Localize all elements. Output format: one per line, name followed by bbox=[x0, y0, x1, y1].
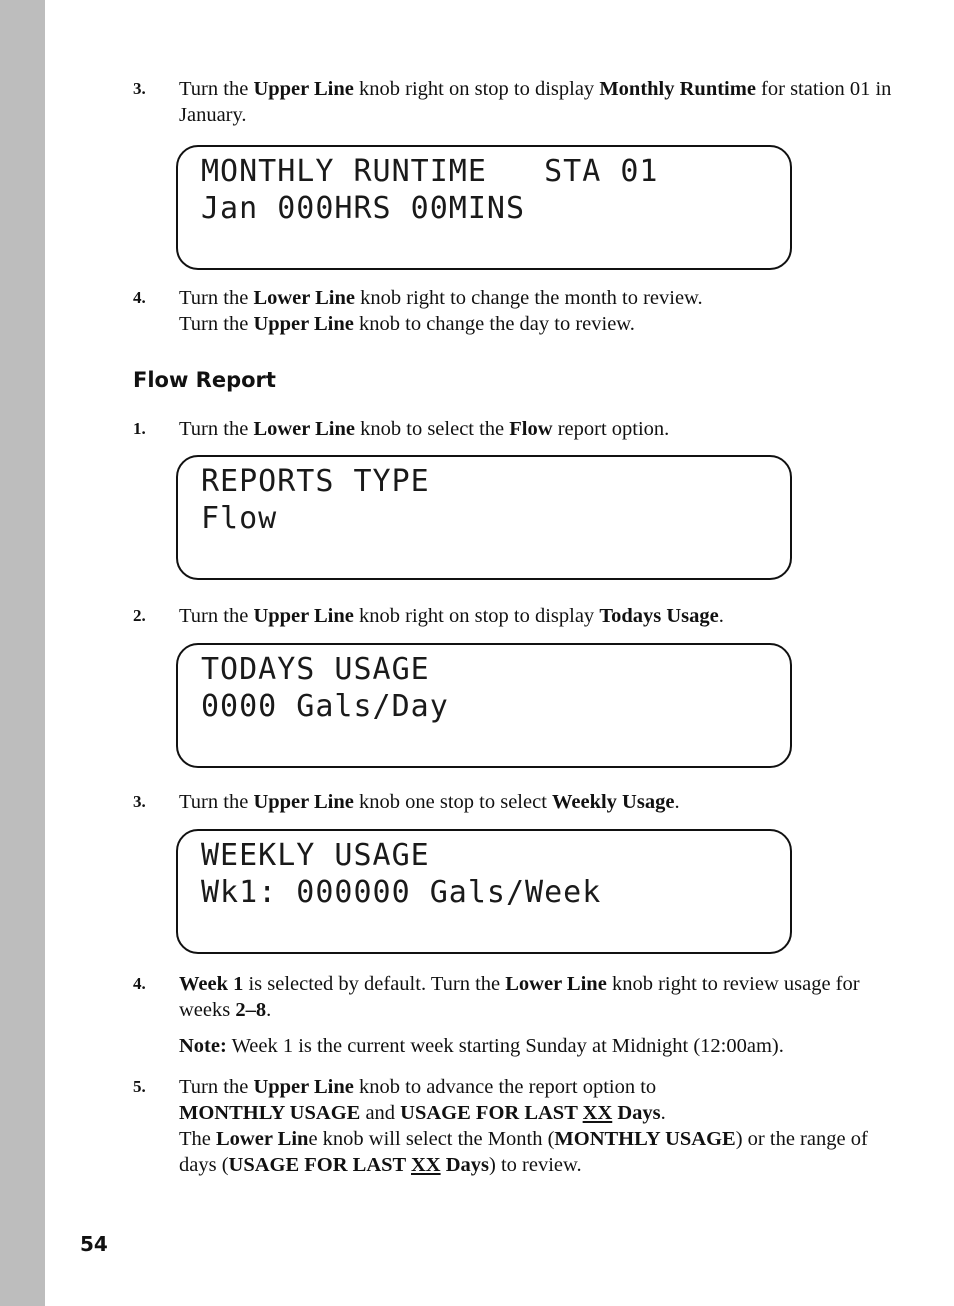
lcd-line-1: MONTHLY RUNTIME STA 01 bbox=[201, 154, 659, 189]
page-number: 54 bbox=[80, 1232, 108, 1256]
step-text: Turn the Upper Line knob right on stop to display Monthly Runtime for station 01 in January. bbox=[179, 78, 892, 126]
step-text-line-2: The Lower Line knob will select the Month (MONTHLY USAGE) or the range of days (USAGE FOR LAST XX Days) to review. bbox=[179, 1128, 868, 1176]
step-weekly-usage bbox=[133, 789, 893, 815]
step-text: Week 1 is selected by default. Turn the Lower Line knob right to review usage for weeks 2–8. bbox=[179, 973, 860, 1021]
step-number: 4. bbox=[133, 288, 146, 307]
step-text-line-2: Turn the Upper Line knob to change the day to review. bbox=[179, 313, 635, 335]
step-number: 5. bbox=[133, 1077, 146, 1096]
section-heading: Flow Report bbox=[133, 368, 276, 392]
step-number: 3. bbox=[133, 792, 146, 811]
step-text: Turn the Upper Line knob one stop to select Weekly Usage. bbox=[179, 791, 680, 813]
note-label: Note: bbox=[179, 1035, 227, 1057]
lcd-line-1: REPORTS TYPE bbox=[201, 464, 430, 499]
step-number: 2. bbox=[133, 606, 146, 625]
lcd-line-1: WEEKLY USAGE bbox=[201, 838, 430, 873]
step-text: Turn the Upper Line knob right on stop to display Todays Usage. bbox=[179, 605, 724, 627]
lcd-line-2: Flow bbox=[201, 501, 278, 536]
step-number: 4. bbox=[133, 974, 146, 993]
step-text-line-1: Turn the Lower Line knob right to change the month to review. bbox=[179, 287, 703, 309]
step-change-month-day bbox=[133, 285, 893, 337]
step-text: Turn the Lower Line knob to select the Flow report option. bbox=[179, 418, 670, 440]
lcd-line-2: 0000 Gals/Day bbox=[201, 689, 449, 724]
step-week-selection bbox=[133, 971, 893, 1059]
lcd-line-2: Wk1: 000000 Gals/Week bbox=[201, 875, 602, 910]
lcd-display-todays-usage bbox=[176, 643, 792, 768]
step-number: 3. bbox=[133, 79, 146, 98]
note: Note: Week 1 is the current week starting Sunday at Midnight (12:00am). bbox=[179, 1035, 784, 1057]
step-text-line-1: Turn the Upper Line knob to advance the report option to MONTHLY USAGE and USAGE FOR LAST XX Days. bbox=[179, 1076, 666, 1124]
step-select-flow bbox=[133, 416, 893, 442]
lcd-line-2: Jan 000HRS 00MINS bbox=[201, 191, 526, 226]
lcd-display-monthly-runtime bbox=[176, 145, 792, 270]
step-number: 1. bbox=[133, 419, 146, 438]
step-monthly-runtime bbox=[133, 76, 893, 128]
lcd-line-1: TODAYS USAGE bbox=[201, 652, 430, 687]
step-todays-usage bbox=[133, 603, 893, 629]
lcd-display-weekly-usage bbox=[176, 829, 792, 954]
lcd-display-reports-type bbox=[176, 455, 792, 580]
step-monthly-usage bbox=[133, 1074, 893, 1178]
side-margin-bar bbox=[0, 0, 45, 1306]
